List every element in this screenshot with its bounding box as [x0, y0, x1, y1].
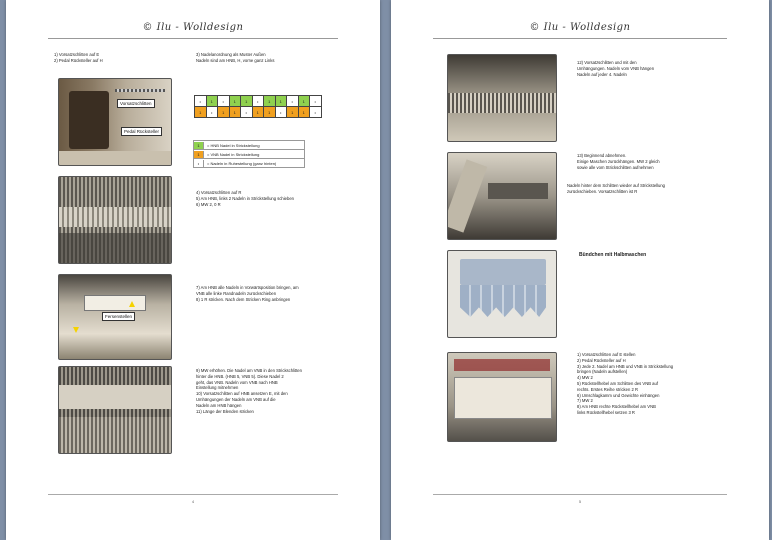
step-text: 1) Vorsatzschlitten auf E [54, 52, 100, 57]
note-text: zurückschieben. Vorsatzschlitten ist R [567, 188, 638, 194]
steps-bundchen [577, 352, 673, 416]
needle-cell: 1 [298, 95, 311, 107]
needle-cell: 1 [240, 95, 253, 107]
step-text: 1) Vorsatzschlitten auf E stellen [577, 352, 636, 357]
step-text: bringen (Nadeln aufstellen) [577, 369, 628, 375]
needle-cell: • [240, 106, 253, 118]
needle-cell: • [194, 95, 207, 107]
header-rule [433, 38, 727, 39]
step-text: Nadeln auf jeder 4. Nadeln [577, 71, 627, 77]
photo-label-fersenstellen: Fersenstellen [102, 312, 135, 321]
step-text: 4) MW 2 [577, 375, 593, 381]
legend-text: = Nadeln in Ruhestellung (ganz hinten) [207, 160, 277, 166]
needle-arrangement-grid [194, 95, 321, 117]
steps-9-11 [196, 368, 302, 414]
step-text: Einige Maschen zurückhängen. MW 2 gleich [577, 158, 660, 164]
page-number: 4 [191, 499, 195, 504]
knitted-sample-photo [447, 250, 557, 338]
knitting-machine-photo-8 [447, 352, 557, 442]
document-page-left [6, 0, 380, 540]
step-text: 8) Am HNB rechte Rückstellhebel am VNB [577, 404, 656, 410]
step-text: 6) MW 2, 0 R [196, 201, 221, 207]
step-text: sowie alle vom Strickschlitten aufnehmen [577, 164, 654, 170]
legend-text: = VNB Nadel in Strickstellung [207, 151, 260, 157]
needle-cell: • [309, 95, 322, 107]
step-text: 9) MW erhöhen. Die Nadel am VNB in den Strickschlitten [196, 368, 302, 373]
knitting-machine-photo-4 [58, 366, 172, 454]
step-text: 3) Nadelanordnung als Muster Außen [196, 52, 266, 57]
legend-text: = HNB Nadel in Strickstellung [207, 142, 260, 148]
document-page-right [391, 0, 769, 540]
photo-label-vorsatzschlitten: Vorsatzschlitten [117, 99, 155, 108]
step-text: hinter die HNB. (HNB 5, VNB 5). Diese Nadel 2 [196, 373, 284, 379]
step-text: Einstellung mitnehmen [196, 385, 239, 391]
step-text: 13) Beginnend abnehmen. [577, 153, 627, 158]
step-text: 7) Am HNB alle Nadeln in Vorwärtsposition bringen, am [196, 285, 299, 290]
needle-cell: 1 [229, 95, 242, 107]
steps-1-2 [54, 52, 103, 64]
section-heading: Bündchen mit Halbmaschen [579, 252, 647, 258]
step-text: 6) Umschlagkamm und Gewichte einhängen [577, 392, 660, 398]
step-text: Nadeln am HNB hängen [196, 402, 242, 408]
footer-rule [48, 494, 338, 495]
legend-swatch-dot: • [194, 160, 204, 167]
needle-cell: 1 [217, 106, 230, 118]
needle-cell: • [309, 106, 322, 118]
knitting-machine-photo-2 [58, 176, 172, 264]
steps-4-6 [196, 190, 294, 207]
legend-swatch-orange: 1 [194, 151, 204, 158]
step-text: 12) Vorsatzschlitten und mit den [577, 60, 637, 65]
needle-cell: • [286, 95, 299, 107]
step-text: 3) Jede 2. Nadel am HNB und VNB in Strickstellung [577, 363, 674, 369]
needle-cell: 1 [206, 95, 219, 107]
step-text: 10) Vorsatzschlitten auf HNB ansetzen E, mit den [196, 391, 288, 397]
step-text: Nadeln sind am HNB, H, vorne ganz Links [196, 57, 275, 63]
step-text: Umhängungen. Nadeln vom VNB hängen [577, 65, 655, 71]
needle-cell: • [206, 106, 219, 118]
needle-cell: • [275, 106, 288, 118]
needle-cell: 1 [275, 95, 288, 107]
step-text: 7) MW 2 [577, 398, 593, 404]
needle-cell: 1 [252, 106, 265, 118]
step-text: VNB alle linke Randnadeln zurückschieben [196, 290, 277, 296]
needle-cell: • [252, 95, 265, 107]
step-text: 4) Vorsatzschlitten auf R [196, 190, 242, 195]
needle-cell: 1 [263, 95, 276, 107]
needle-legend [193, 140, 305, 167]
page-number: 5 [578, 499, 582, 504]
legend-swatch-green: 1 [194, 142, 204, 149]
step-text: 2) Pedal Rücksteller auf H [54, 57, 103, 63]
step-3 [196, 52, 274, 64]
header-rule [48, 38, 338, 39]
footer-rule [433, 494, 727, 495]
step-text: 2) Pedal Rücksteller auf H [577, 357, 626, 363]
needle-cell: 1 [229, 106, 242, 118]
knitting-machine-photo-1 [58, 78, 172, 166]
step-text: 8) 1 R stricken. Nach dem Stricken Ring anbringen [196, 296, 291, 302]
photo-label-pedal: Pedal Rücksteller [121, 127, 162, 136]
needle-cell: 1 [194, 106, 207, 118]
step-12 [577, 60, 654, 77]
note-text: Nadeln hinter dem Schlitten wieder auf Strickstellung [567, 183, 665, 188]
page-header: © Ilu - Wolldesign [529, 22, 631, 33]
needle-cell: 1 [298, 106, 311, 118]
step-text: 11) Länge der Blenden stricken [196, 408, 254, 414]
step-text: geht, das VNB. Nadeln vom VNB nach HNB [196, 379, 278, 385]
step-13-note [567, 183, 665, 195]
step-text: rechts. Erstes Reihe stricken 2 R [577, 386, 638, 392]
step-text: 5) Rückstellhebel am Schlitten des VNB auf [577, 380, 658, 386]
step-text: links Rückstellhebel setzen 3 R [577, 409, 635, 415]
step-13 [577, 153, 660, 170]
needle-cell: • [217, 95, 230, 107]
needle-cell: 1 [286, 106, 299, 118]
knitting-machine-photo-5 [447, 54, 557, 142]
knitting-machine-photo-6 [447, 152, 557, 240]
step-text: 5) Am HNB, links 2 Nadeln in Strickstellung schieben [196, 195, 294, 201]
step-text: Umhängungen der Nadeln am VNB auf die [196, 396, 276, 402]
legend-item [193, 158, 305, 168]
steps-7-8 [196, 285, 299, 302]
needle-cell: 1 [263, 106, 276, 118]
page-header: © Ilu - Wolldesign [142, 22, 244, 33]
